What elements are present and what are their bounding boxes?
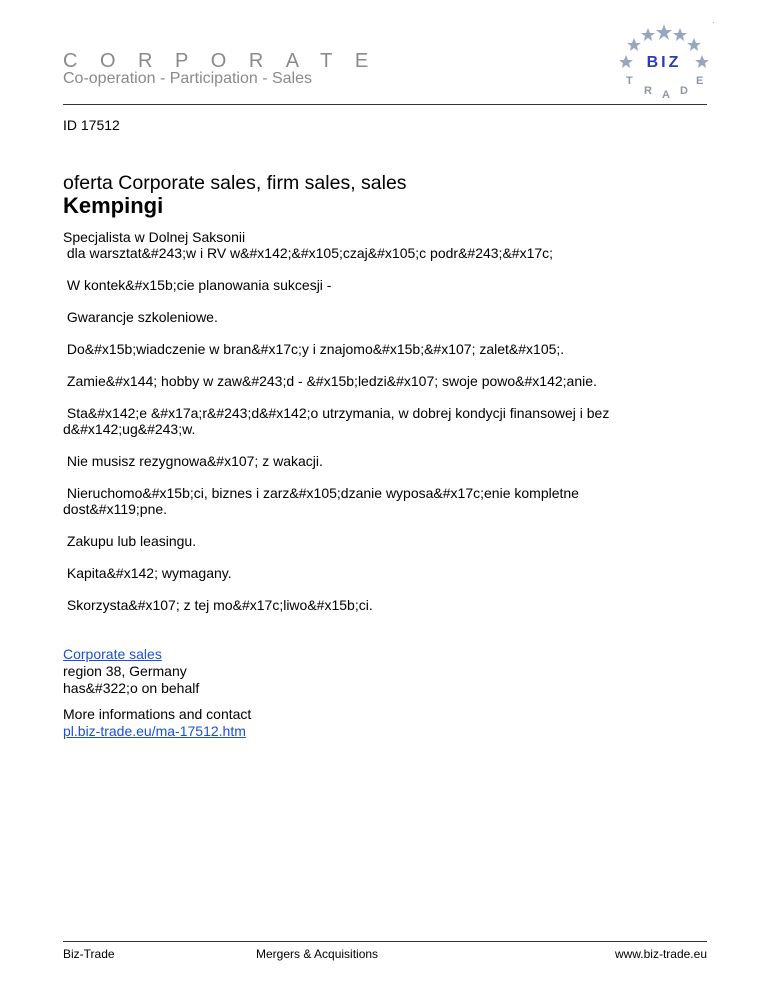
description-paragraph: Specjalista w Dolnej Saksonii dla warsztat&#243;w i RV w&#x142;&#x105;czaj&#x105;c podr&#243;&#x17c; [63, 229, 554, 261]
footer-divider [63, 941, 707, 942]
logo-letter: T [626, 75, 633, 87]
description-paragraph: Gwarancje szkoleniowe. [63, 309, 218, 325]
footer-company: Biz-Trade [63, 947, 115, 961]
decorative-dot: · [712, 18, 715, 27]
star-icon [695, 55, 709, 68]
description-paragraph: Zakupu lub leasingu. [63, 533, 197, 549]
header-divider [63, 104, 707, 105]
offer-line: oferta Corporate sales, firm sales, sales [63, 172, 407, 194]
logo-biz-text: BIZ [646, 54, 682, 71]
logo-letter: R [644, 85, 652, 97]
description-body [63, 229, 663, 629]
logo-letter: D [680, 85, 688, 97]
logo-trade-letters [626, 75, 703, 101]
footer-website: www.biz-trade.eu [614, 947, 707, 961]
description-paragraph: Nie musisz rezygnowa&#x107; z wakacji. [63, 453, 323, 469]
brand-tagline: Co-operation - Participation - Sales [63, 70, 313, 87]
star-icon [687, 38, 701, 51]
description-paragraph: Do&#x15b;wiadczenie w bran&#x17c;y i znajomo&#x15b;&#x107; zalet&#x105;. [63, 341, 565, 357]
footer-category: Mergers & Acquisitions [256, 947, 379, 961]
listing-id: ID 17512 [63, 117, 120, 133]
star-icon [641, 28, 655, 41]
more-info-label: More informations and contact [63, 706, 252, 722]
description-paragraph: W kontek&#x15b;cie planowania sukcesji - [63, 277, 332, 293]
star-icon [656, 24, 672, 40]
description-paragraph: Zamie&#x144; hobby w zaw&#243;d - &#x15b;ledzi&#x107; swoje powo&#x142;anie. [63, 373, 597, 389]
star-icon [619, 55, 633, 68]
region-text: region 38, Germany [63, 663, 187, 679]
contact-block [63, 646, 199, 697]
logo-letter: A [662, 89, 670, 101]
listing-url-link[interactable]: pl.biz-trade.eu/ma-17512.htm [63, 723, 246, 739]
description-paragraph: Kapita&#x142; wymagany. [63, 565, 232, 581]
star-icon [673, 28, 687, 41]
brand-wordmark: CORPORATE [63, 50, 391, 72]
description-paragraph: Nieruchomo&#x15b;ci, biznes i zarz&#x105;dzanie wyposa&#x17c;enie kompletne dost&#x119;pne. [63, 485, 579, 517]
star-icon [627, 38, 641, 51]
page-title: Kempingi [63, 193, 164, 218]
biz-trade-logo [618, 22, 710, 102]
description-paragraph: Sta&#x142;e &#x17a;r&#243;d&#x142;o utrzymania, w dobrej kondycji finansowej i bez d&#x142;ug&#243;w. [63, 405, 610, 437]
corporate-sales-link[interactable]: Corporate sales [63, 646, 162, 662]
logo-letter: E [696, 75, 704, 87]
slogan-text: has&#322;o on behalf [63, 680, 200, 696]
more-info-block [63, 706, 251, 740]
description-paragraph: Skorzysta&#x107; z tej mo&#x17c;liwo&#x15b;ci. [63, 597, 373, 613]
